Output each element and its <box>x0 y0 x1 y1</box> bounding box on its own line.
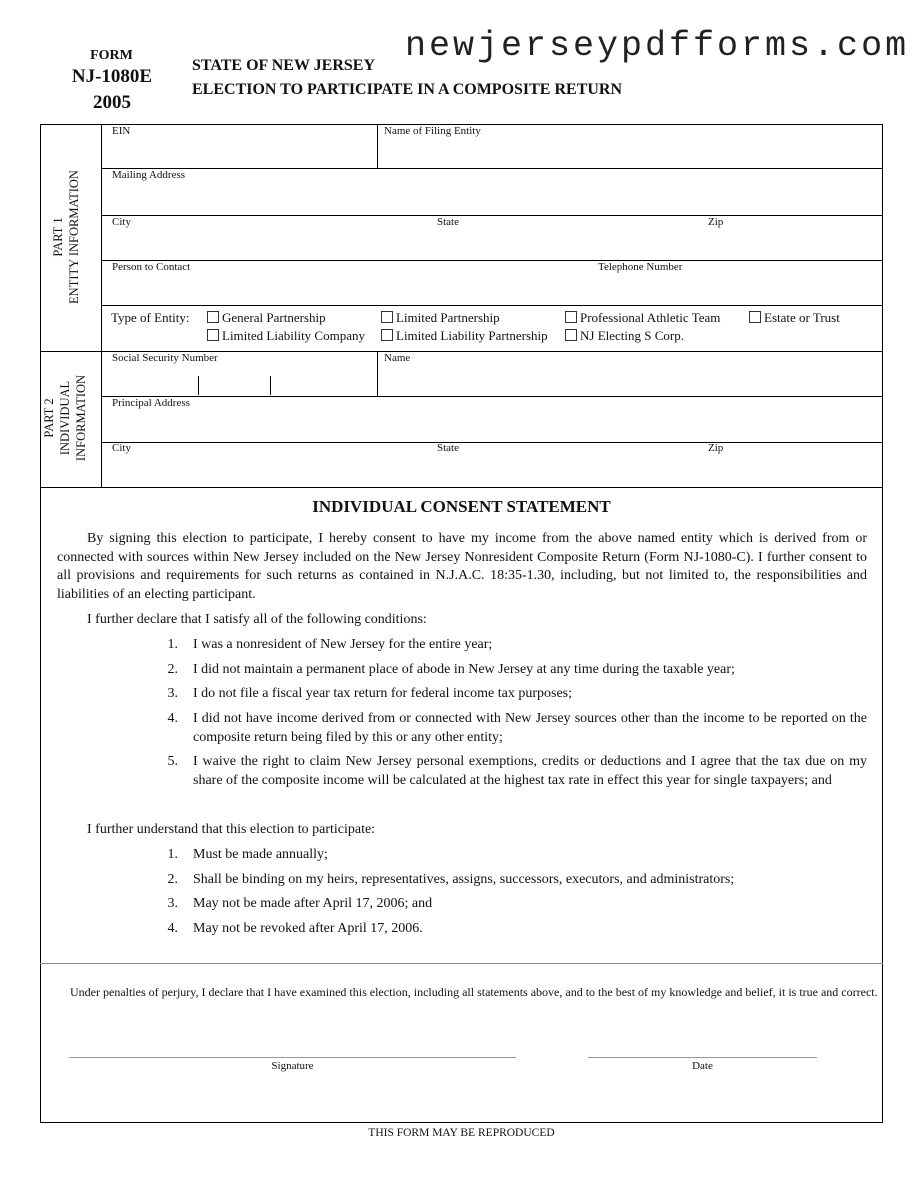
filing-entity-field[interactable] <box>378 137 882 167</box>
divider <box>101 260 883 261</box>
ein-label: EIN <box>112 125 131 137</box>
date-line[interactable] <box>588 1057 817 1058</box>
understand-text: I further understand that this election to participate: <box>87 822 376 837</box>
ssn-separator <box>270 376 271 395</box>
checkbox-icon <box>565 329 577 341</box>
section-divider <box>40 487 883 488</box>
checkbox-icon <box>381 329 393 341</box>
divider <box>101 442 883 443</box>
form-year: 2005 <box>93 92 131 113</box>
signature-line[interactable] <box>69 1057 516 1058</box>
date-label: Date <box>692 1060 713 1072</box>
mailing-address-field[interactable] <box>102 182 882 214</box>
perjury-statement: Under penalties of perjury, I declare that I have examined this election, including all statements above, and to the best of my knowledge and belief, it is true and correct. <box>70 985 878 999</box>
divider <box>101 215 883 216</box>
checkbox-llp[interactable]: Limited Liability Partnership <box>381 328 548 344</box>
checkbox-nj-electing-s-corp[interactable]: NJ Electing S Corp. <box>565 328 684 344</box>
city-label: City <box>112 442 131 454</box>
state-field[interactable] <box>432 228 702 259</box>
ssn-separator <box>198 376 199 395</box>
checkbox-professional-athletic-team[interactable]: Professional Athletic Team <box>565 310 720 326</box>
state-field[interactable] <box>432 455 702 485</box>
contact-label: Person to Contact <box>112 261 191 273</box>
condition-item: 3. I do not file a fiscal year tax return for federal income tax purposes; <box>167 686 573 701</box>
checkbox-icon <box>381 311 393 323</box>
checkbox-icon <box>207 329 219 341</box>
consent-heading: INDIVIDUAL CONSENT STATEMENT <box>312 497 611 516</box>
term-item: 1. Must be made annually; <box>167 847 328 862</box>
zip-label: Zip <box>708 442 724 454</box>
checkbox-icon <box>207 311 219 323</box>
city-field[interactable] <box>102 455 432 485</box>
part1-side-label: PART 1 ENTITY INFORMATION <box>51 170 81 304</box>
footer-note: THIS FORM MAY BE REPRODUCED <box>368 1127 555 1139</box>
principal-address-label: Principal Address <box>112 397 190 409</box>
term-item: 4. May not be revoked after April 17, 2006. <box>167 921 423 936</box>
ein-field[interactable] <box>102 137 377 167</box>
form-title: ELECTION TO PARTICIPATE IN A COMPOSITE RETURN <box>192 81 623 98</box>
condition-item: 2. I did not maintain a permanent place of abode in New Jersey at any time during the taxable year; <box>167 662 735 677</box>
section-divider <box>40 963 883 964</box>
divider <box>101 168 883 169</box>
telephone-label: Telephone Number <box>598 261 683 273</box>
state-title: STATE OF NEW JERSEY <box>192 57 376 74</box>
name-label: Name <box>384 352 411 364</box>
zip-field[interactable] <box>702 455 882 485</box>
entity-type-label: Type of Entity: <box>111 310 190 325</box>
name-field[interactable] <box>378 365 882 395</box>
condition-item: 4. I did not have income derived from or connected with New Jersey sources other than the income to be reported on the composite return being filed by this or any other entity; <box>167 711 867 745</box>
principal-address-field[interactable] <box>102 410 882 441</box>
city-label: City <box>112 216 131 228</box>
watermark: newjerseypdfforms.com <box>405 26 910 66</box>
checkbox-llc[interactable]: Limited Liability Company <box>207 328 365 344</box>
checkbox-icon <box>749 311 761 323</box>
condition-item: 5. I waive the right to claim New Jersey personal exemptions, credits or deductions and I agree that the tax due on my share of the composite income will be calculated at the highest tax rate in effect this year for single taxpayers; and <box>167 754 867 788</box>
checkbox-limited-partnership[interactable]: Limited Partnership <box>381 310 500 326</box>
city-field[interactable] <box>102 228 432 259</box>
part2-side-label: PART 2 INDIVIDUAL INFORMATION <box>42 374 88 462</box>
zip-field[interactable] <box>702 228 882 259</box>
zip-label: Zip <box>708 216 724 228</box>
term-item: 2. Shall be binding on my heirs, representatives, assigns, successors, executors, and administrators; <box>167 872 735 887</box>
form-label: FORM <box>90 48 133 63</box>
mailing-address-label: Mailing Address <box>112 169 186 181</box>
checkbox-general-partnership[interactable]: General Partnership <box>207 310 326 326</box>
state-label: State <box>437 442 459 454</box>
consent-intro: By signing this election to participate, I hereby consent to have my income from the above named entity which is derived from or connected with sources within New Jersey included on the New Jersey Nonresident Composite Return (Form NJ-1080-C). I further consent to all provisions and requirements for such returns as contained in N.J.A.C. 18:35-1.30, including, but not limited to, the responsibilities and liabilities of an electing participant. <box>57 531 867 602</box>
condition-item: 1. I was a nonresident of New Jersey for the entire year; <box>167 637 493 652</box>
term-item: 3. May not be made after April 17, 2006; and <box>167 896 433 911</box>
checkbox-icon <box>565 311 577 323</box>
ssn-label: Social Security Number <box>112 352 218 364</box>
telephone-field[interactable] <box>592 274 882 304</box>
state-label: State <box>437 216 459 228</box>
contact-field[interactable] <box>102 274 592 304</box>
divider <box>101 396 883 397</box>
declare-text: I further declare that I satisfy all of the following conditions: <box>87 612 427 627</box>
form-number: NJ-1080E <box>71 66 153 87</box>
ssn-field[interactable] <box>102 365 377 395</box>
signature-label: Signature <box>271 1060 314 1072</box>
checkbox-estate-or-trust[interactable]: Estate or Trust <box>749 310 840 326</box>
divider <box>101 305 883 306</box>
filing-entity-label: Name of Filing Entity <box>384 125 481 137</box>
